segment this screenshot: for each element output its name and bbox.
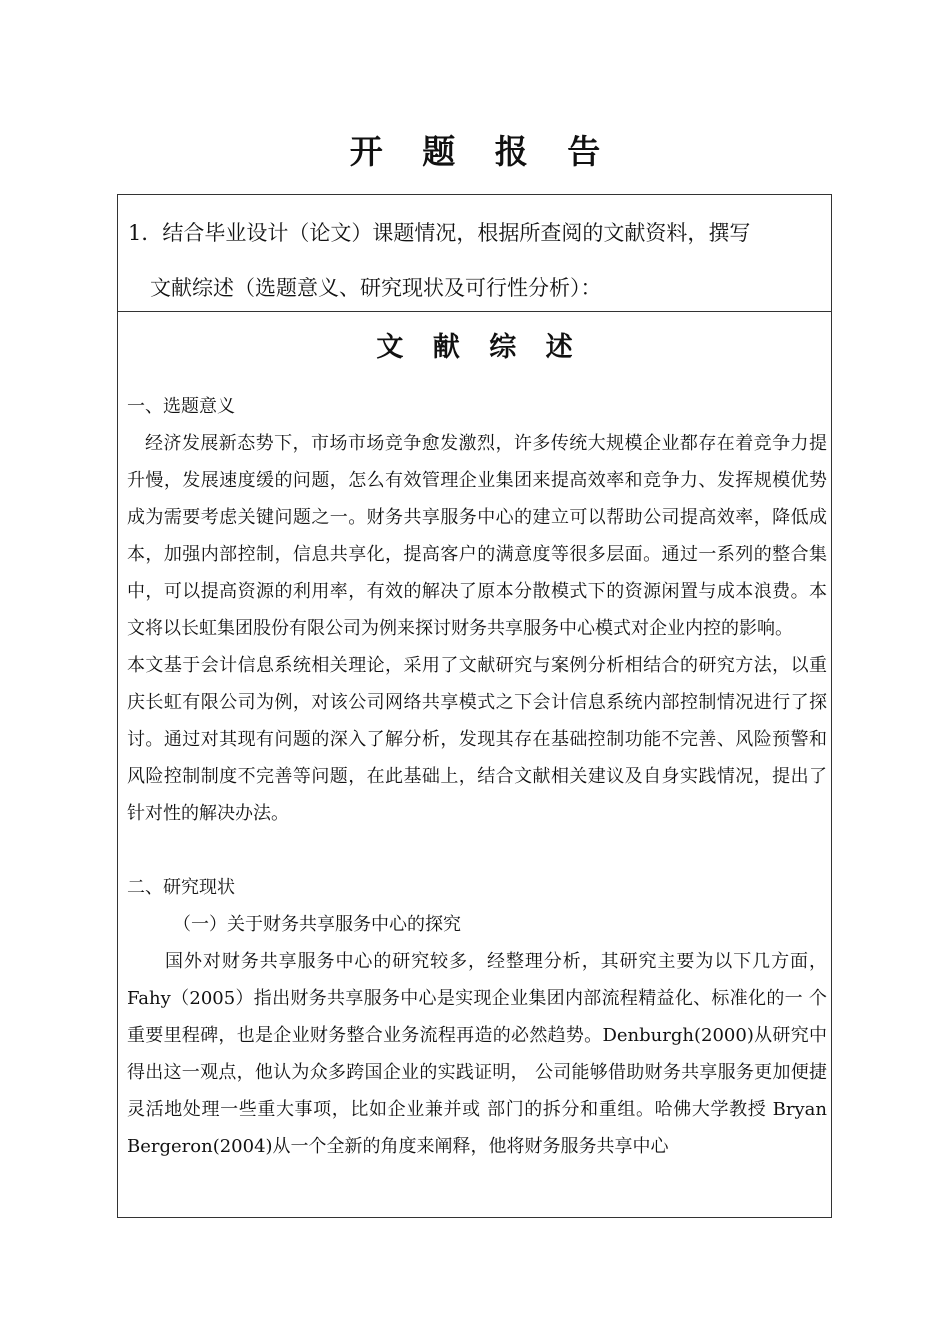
prompt-line-1: 1．结合毕业设计（论文）课题情况，根据所查阅的文献资料，撰写 — [128, 221, 751, 245]
part1-paragraph-2: 本文基于会计信息系统相关理论，采用了文献研究与案例分析相结合的研究方法，以重庆长虹有限公司为例，对该公司网络共享模式之下会计信息系统内部控制情况进行了探讨。通过对其现有问题的深入了解分析，发现其存在基础控制功能不完善、风险预警和风险控制制度不完善等问题，在此基础上，结合文献相关建议及自身实践情况，提出了针对性的解决办法。 — [127, 655, 827, 824]
section-title: 文 献 综 述 — [376, 332, 583, 363]
part2-subheading: （一）关于财务共享服务中心的探究 — [173, 914, 461, 935]
review-body — [127, 388, 827, 1165]
part1-paragraph-1: 经济发展新态势下，市场市场竞争愈发激烈，许多传统大规模企业都存在着竞争力提升慢，发展速度缓的问题，怎么有效管理企业集团来提高效率和竞争力、发挥规模优势成为需要考虑关键问题之一。财务共享服务中心的建立可以帮助公司提高效率，降低成本，加强内部控制，信息共享化，提高客户的满意度等很多层面。通过一系列的整合集中，可以提高资源的利用率，有效的解决了原本分散模式下的资源闲置与成本浪费。本文将以长虹集团股份有限公司为例来探讨财务共享服务中心模式对企业内控的影响。 — [127, 433, 827, 639]
part2-heading: 二、研究现状 — [127, 877, 235, 898]
page-title: 开 题 报 告 — [349, 132, 615, 171]
prompt-cell — [118, 195, 831, 312]
blank-line — [127, 832, 827, 869]
prompt-line-2: 文献综述（选题意义、研究现状及可行性分析）： — [150, 276, 602, 300]
part1-heading: 一、选题意义 — [127, 396, 235, 417]
part2-paragraph-1: 国外对财务共享服务中心的研究较多，经整理分析，其研究主要为以下几方面，Fahy（2005）指出财务共享服务中心是实现企业集团内部流程精益化、标准化的一 个重要里程碑，也是企业财务整合业务流程再造的必然趋势。Denburgh(2000)从研究中得出这一观点，他认为众多跨国企业的实践证明， 公司能够借助财务共享服务更加便捷灵活地处理一些重大事项，比如企业兼并或 部门的拆分和重组。哈佛大学教授 Bryan Bergeron(2004)从一个全新的角度来阐释，他将财务服务共享中心 — [127, 951, 827, 1157]
report-form-table — [117, 194, 832, 1218]
